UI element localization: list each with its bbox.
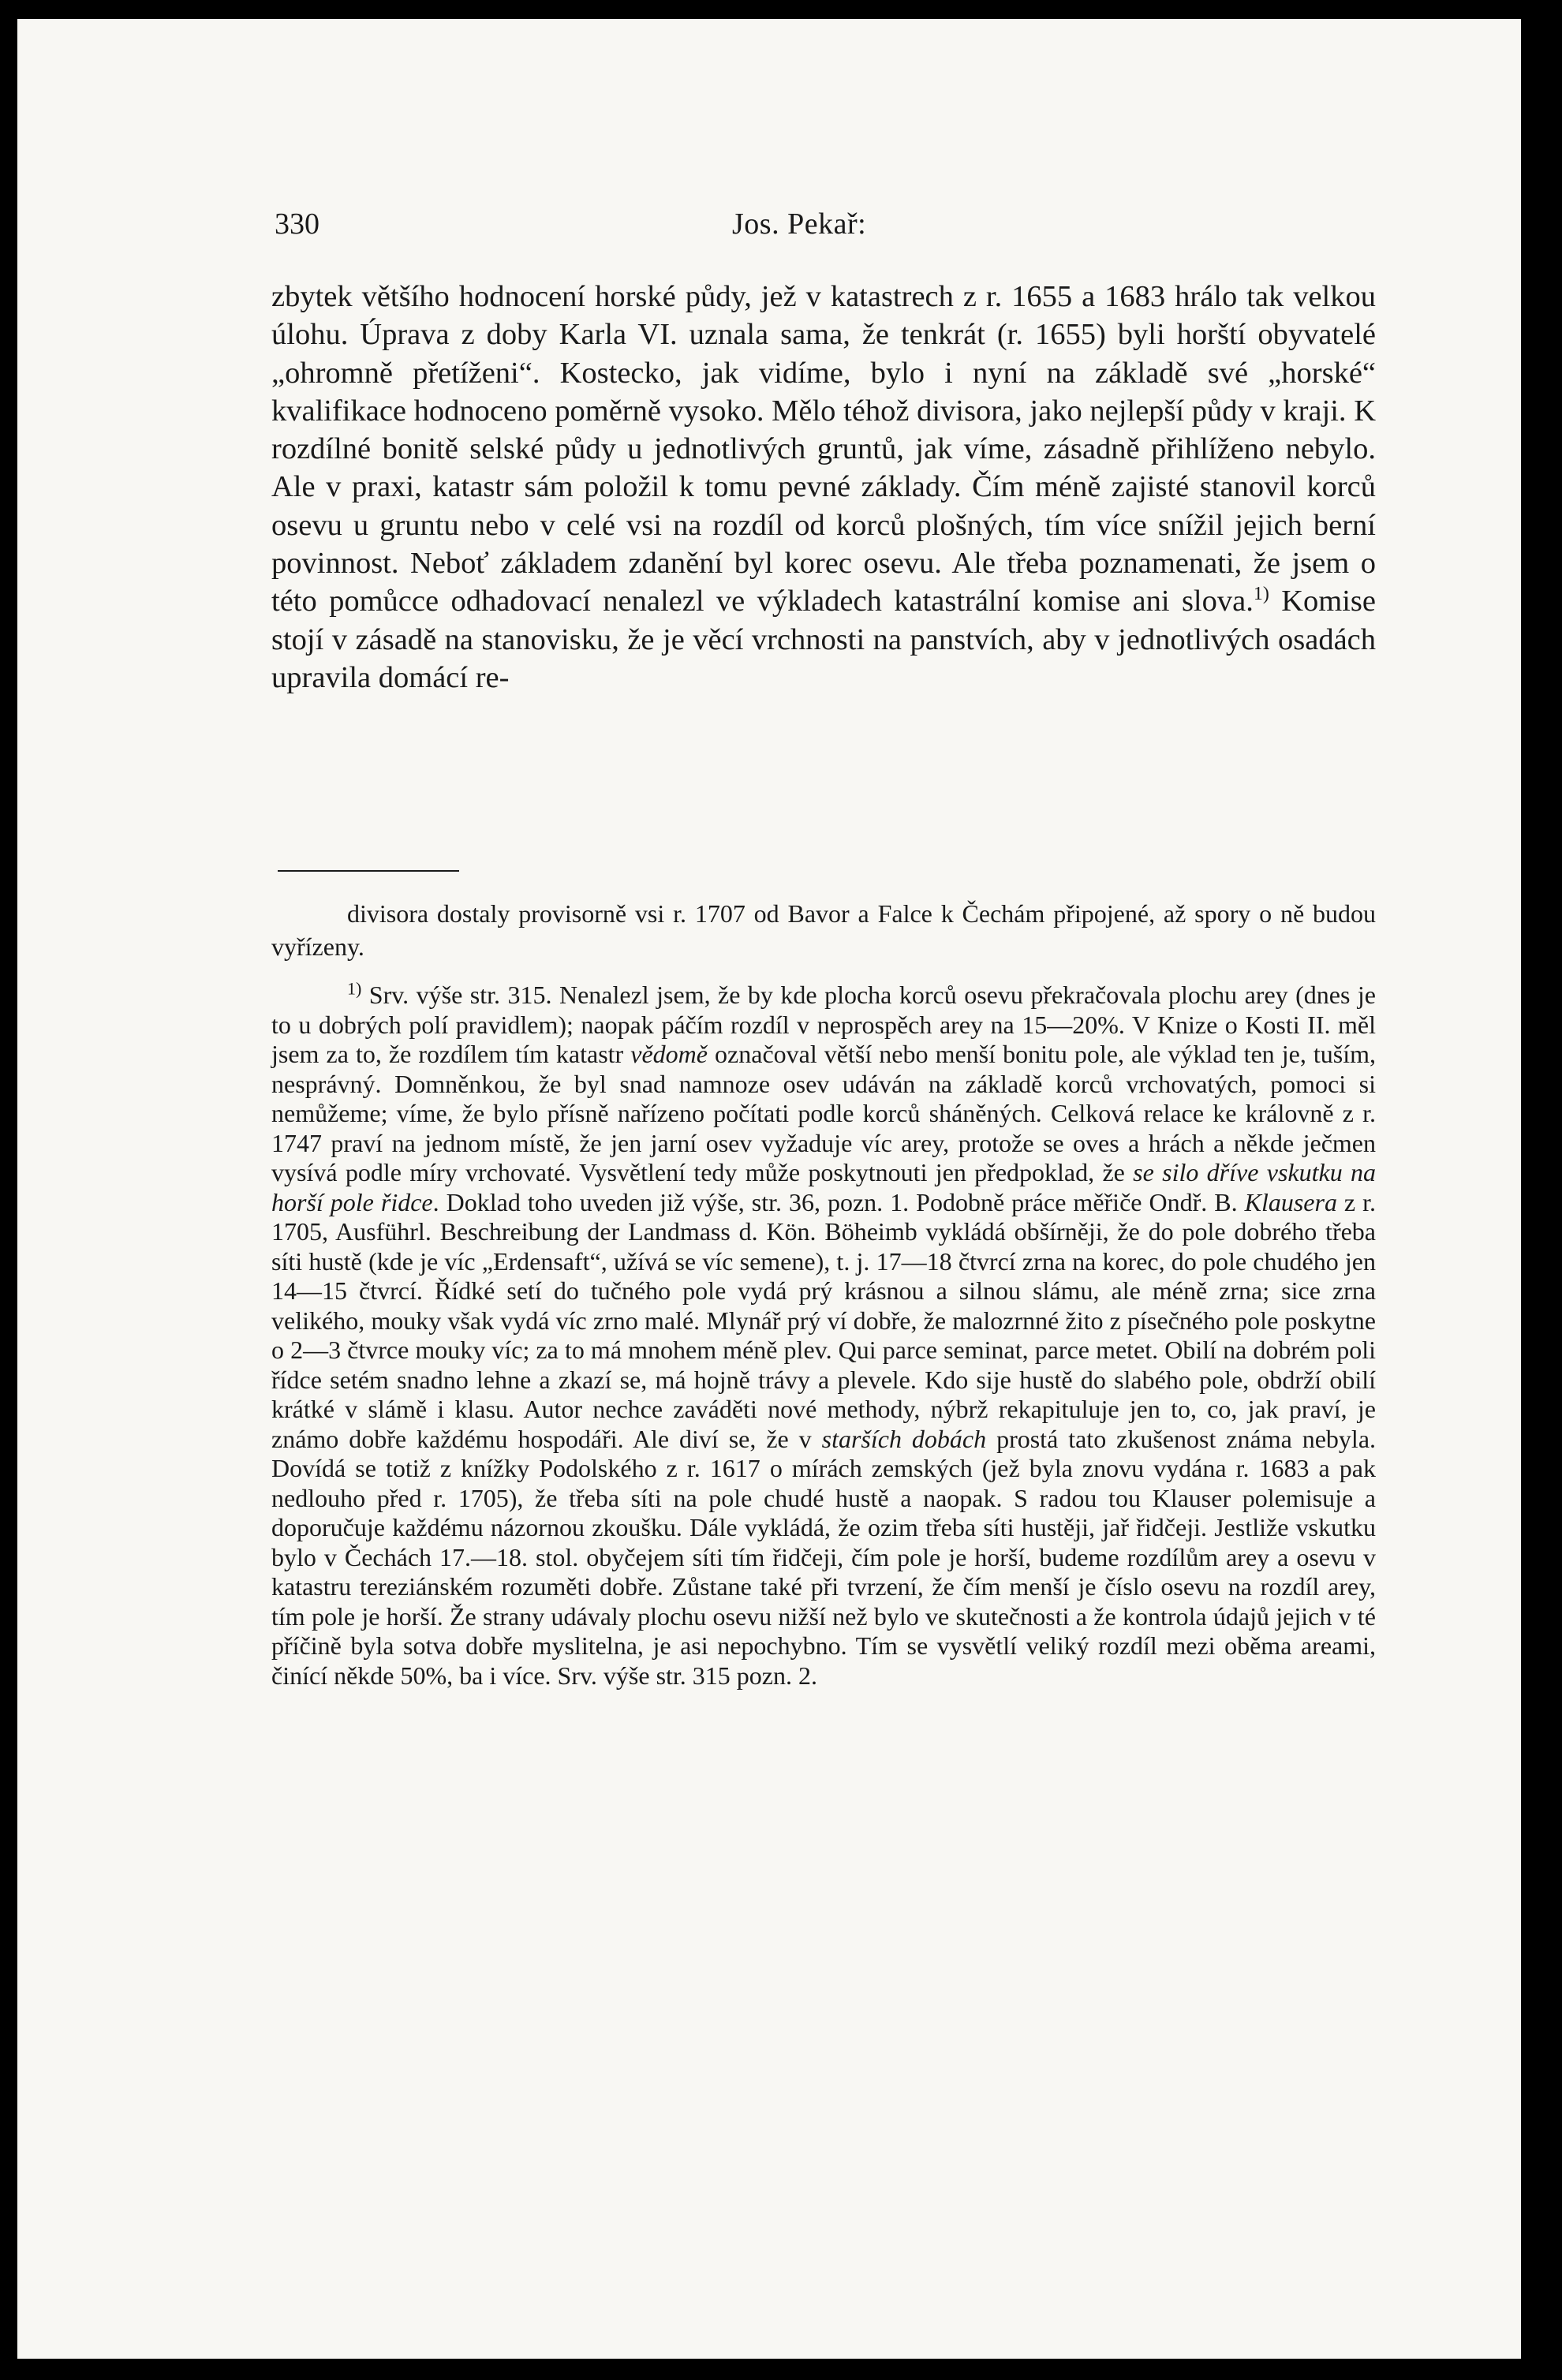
footnote-divider: [278, 870, 459, 872]
footnote-1-text: [271, 978, 1377, 1691]
footnote-continuation: [271, 897, 1376, 984]
footnote-1: [271, 978, 1377, 2046]
main-text: [271, 278, 1376, 830]
footnote-1-part-3: . Doklad toho uveden již výše, str. 36, pozn. 1. Podobně práce měřiče Ondř. B.: [432, 1187, 1245, 1216]
footnote-1-part-1: Srv. výše str. 315. Nenalezl jsem, že by kde plocha korců osevu překračovala plochu arey (dnes je to u dobrých polí pravidlem); naopak páčím rozdíl v neprospěch arey na 15—20%. V Knize o Kosti II. měl jsem za to, že rozdílem tím katastr: [271, 981, 1376, 1068]
footnote-1-italic-2: se silo dříve vskutku na horší pole řidce: [271, 1158, 1376, 1216]
footnote-continuation-body: divisora dostaly provisorně vsi r. 1707 od Bavor a Falce k Čechám připojené, až spory o ně budou vyřízeny.: [271, 899, 1376, 961]
footnote-continuation-text: [271, 897, 1376, 963]
body-text-part-2: Komise stojí v zásadě na stanovisku, že je věcí vrchnosti na panstvích, aby v jednotlivých osadách upravila domácí re-: [271, 585, 1376, 694]
footnote-1-italic-1: vědomě: [630, 1040, 708, 1068]
page-number: 330: [275, 207, 320, 241]
footnote-1-italic-4: starších dobách: [821, 1424, 987, 1453]
body-paragraph: [271, 278, 1376, 697]
footnote-1-italic-3: Klausera: [1244, 1187, 1337, 1216]
footnote-1-part-4: z r. 1705, Ausführl. Beschreibung der Landmass d. Kön. Böheimb vykládá obšírněji, že do pole dobrého třeba síti hustě (kde je víc „Erdensaft“, užívá se víc semene), t. j. 17—18 čtvrcí zrna na korec, do pole chudého jen 14—15 čtvrcí. Řídké setí do tučného pole vydá prý krásnou a silnou slámu, ale méně zrna; sice zrna velikého, mouky však vydá víc zrno malé. Mlynář prý ví dobře, že malozrnné žito z písečného pole poskytne o 2—3 čtvrce mouky víc; za to má mnohem méně plev. Qui parce seminat, parce metet. Obilí na dobrém poli řídce setém snadno lehne a zkazí se, má hojně trávy a plevele. Kdo sije hustě do slabého pole, obdrží obilí krátké v slámě i klasu. Autor nechce zaváděti nové methody, nýbrž rekapituluje jen to, co, jak praví, je známo dobře každému hospodáři. Ale diví se, že v: [271, 1187, 1377, 1453]
body-text-part-1: zbytek většího hodnocení horské půdy, jež v katastrech z r. 1655 a 1683 hrálo tak velkou úlohu. Úprava z doby Karla VI. uznala sama, že tenkrát (r. 1655) byli horští obyvatelé „ohromně přetíženi“. Kostecko, jak vidíme, bylo i nyní na základě své „horské“ kvalifikace hodnoceno poměrně vysoko. Mělo téhož divisora, jako nejlepší půdy v kraji. K rozdílné bonitě selské půdy u jednotlivých gruntů, jak víme, zásadně přihlíženo nebylo. Ale v praxi, katastr sám položil k tomu pevné základy. Čím méně zajisté stanovil korců osevu u gruntu nebo v celé vsi na rozdíl od korců plošných, tím více snížil jejich berní povinnost. Neboť základem zdanění byl korec osevu. Ale třeba poznamenati, že jsem o této pomůcce odhadovací nenalezl ve výkladech katastrální komise ani slova.: [271, 280, 1376, 618]
footnote-1-mark: 1): [347, 978, 362, 999]
footnote-1-part-5: prostá tato zkušenost známa nebyla. Dovídá se totiž z knížky Podolského z r. 1617 o mírách zemských (jež byla znovu vydána r. 1683 a pak nedlouho před r. 1705), že třeba síti na pole chudé hustě a naopak. S radou tou Klauser polemisuje a doporučuje každému názornou zkoušku. Dále vykládá, že ozim třeba síti hustěji, jař řidčeji. Jestliže vskutku bylo v Čechách 17.—18. stol. obyčejem síti tím řidčeji, čím pole je horší, budeme rozdílům arey a osevu v katastru tereziánském rozuměti dobře. Zůstane také při tvrzení, že čím menší je číslo osevu na rozdíl arey, tím pole je horší. Že strany udávaly plochu osevu nižší než bylo ve skutečnosti a že kontrola údajů jejich v té příčině byla sotva dobře myslitelna, je asi nepochybno. Tím se vysvětlí veliký rozdíl mezi oběma areami, činící někde 50%, ba i více. Srv. výše str. 315 pozn. 2.: [271, 1424, 1377, 1690]
footnote-reference: 1): [1253, 584, 1269, 605]
footnote-1-part-2: označoval větší nebo menší bonitu pole, ale výklad ten je, tuším, nesprávný. Domněnkou, že byl snad namnoze osev udáván na základě korců vrchovatých, pomoci si nemůžeme; víme, že bylo přísně nařízeno počítati podle korců sháněných. Celková relace ke královně z r. 1747 praví na jednom místě, že jen jarní osev vyžaduje víc arey, protože se oves a hrách a někde ječmen vysívá podle míry vrchovaté. Vysvětlení tedy může poskytnouti jen předpoklad, že: [271, 1040, 1377, 1186]
running-head: Jos. Pekař:: [732, 207, 867, 241]
page-header: [275, 207, 1379, 254]
